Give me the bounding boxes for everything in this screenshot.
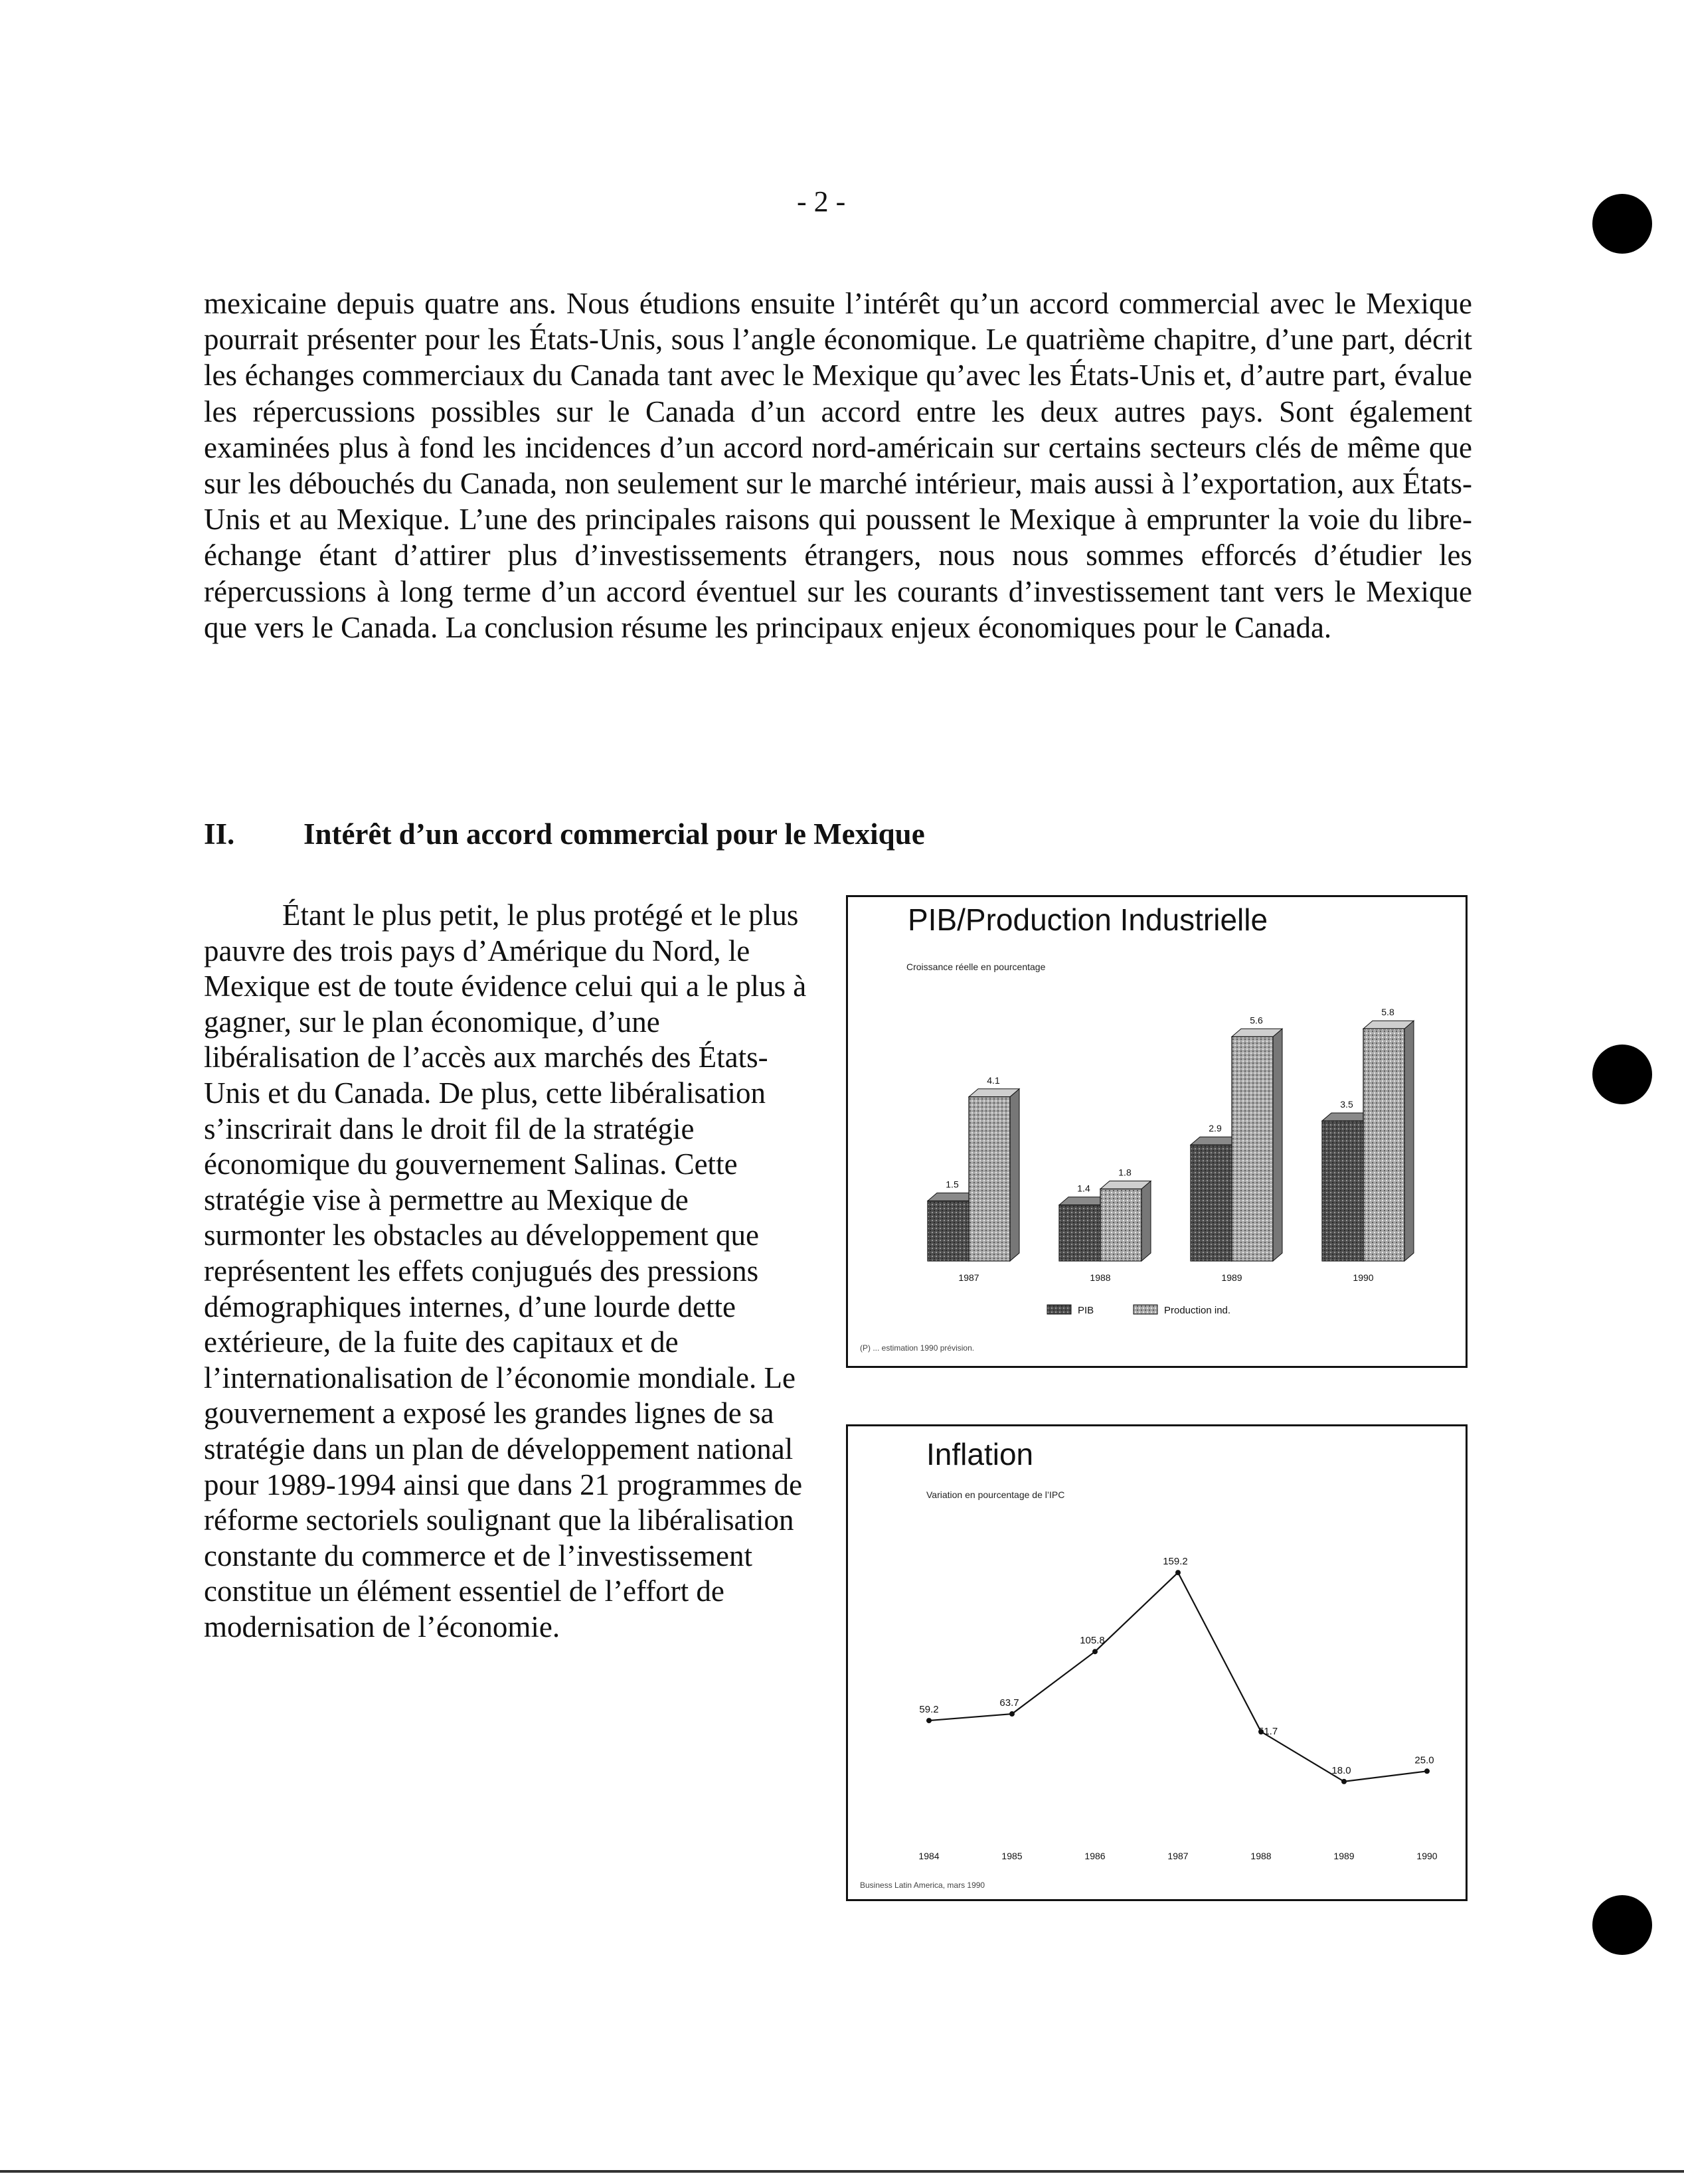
bar-data-label: 5.6 [1250, 1015, 1263, 1026]
section-paragraph-text: Étant le plus petit, le plus protégé et le plus pauvre des trois pays d’Amérique du Nord, le Mexique est de toute évidence celui qui a le plus à gagner, sur le plan économique, d’une libéralisation de l’accès aux marchés des États-Unis et du Canada. De plus, cette libéralisation s’inscrirait dans le droit fil de la stratégie économique du gouvernement Salinas. Cette stratégie vise à permettre au Mexique de surmonter les obstacles au développement que représentent les effets conjugués des pressions démographiques internes, d’une lourde dette extérieure, de la fuite des capitaux et de l’internationalisation de l’économie mondiale. Le gouvernement a exposé les grandes lignes de sa stratégie dans un plan de développement national pour 1989-1994 ainsi que dans 21 programmes de réforme sectoriels soulignant que la libéralisation constante du commerce et de l’investissement constitue un élément essentiel de l’effort de modernisation de l’économie. [204, 898, 807, 1643]
data-point [1009, 1711, 1015, 1717]
legend-label-pib: PIB [1078, 1305, 1094, 1316]
bar-data-label: 2.9 [1209, 1123, 1222, 1134]
bar-data-label: 5.8 [1381, 1007, 1394, 1018]
chart2-title: Inflation [926, 1437, 1034, 1471]
data-point [926, 1718, 932, 1723]
bar-data-label: 1.5 [946, 1179, 959, 1190]
point-data-label: 25.0 [1414, 1754, 1434, 1766]
chart2-footnote: Business Latin America, mars 1990 [860, 1881, 985, 1890]
chart1-subtitle: Croissance réelle en pourcentage [906, 962, 1046, 972]
bar [1100, 1189, 1141, 1261]
data-point [1175, 1570, 1181, 1575]
bar [1191, 1145, 1232, 1261]
section-number: II. [204, 817, 235, 851]
data-point [1424, 1768, 1430, 1774]
chart1-legend [1047, 1305, 1230, 1316]
year-tick-label: 1989 [1333, 1851, 1355, 1861]
category-tick-label: 1988 [1090, 1272, 1111, 1283]
legend-swatch-production [1134, 1305, 1157, 1314]
bar-top [1100, 1181, 1151, 1189]
section-title: Intérêt d’un accord commercial pour le Mexique [303, 817, 925, 851]
bar-side [1404, 1021, 1414, 1261]
inflation-chart [846, 1424, 1468, 1901]
category-tick-label: 1990 [1353, 1272, 1374, 1283]
bar-top [1363, 1021, 1414, 1029]
year-tick-label: 1990 [1416, 1851, 1438, 1861]
bar-data-label: 1.4 [1077, 1183, 1090, 1194]
bar-side [1010, 1089, 1019, 1261]
year-tick-label: 1984 [918, 1851, 940, 1861]
bar [1363, 1029, 1404, 1261]
punch-hole-top [1592, 194, 1652, 254]
punch-hole-middle [1592, 1045, 1652, 1104]
inflation-chart-svg [848, 1426, 1466, 1899]
point-data-label: 59.2 [919, 1704, 939, 1716]
bar [969, 1097, 1010, 1261]
section-paragraph [204, 898, 815, 1645]
category-tick-label: 1987 [958, 1272, 979, 1283]
bar [928, 1201, 969, 1261]
gdp-industrial-chart-svg [848, 897, 1466, 1366]
bar [1232, 1037, 1273, 1261]
section-heading [204, 817, 1134, 851]
point-data-label: 159.2 [1163, 1556, 1188, 1568]
page-number: - 2 - [797, 185, 846, 218]
data-point [1341, 1779, 1347, 1784]
intro-paragraph: mexicaine depuis quatre ans. Nous étudions ensuite l’intérêt qu’un accord commercial avec le Mexique pourrait présenter pour les États-Unis, sous l’angle économique. Le quatrième chapitre, d’une part, décrit les échanges commerciaux du Canada tant avec le Mexique qu’avec les États-Unis et, d’autre part, évalue les répercussions possibles sur le Canada d’un accord entre les deux autres pays. Sont également examinées plus à fond les incidences d’un accord nord-américain sur certains secteurs clés de même que sur les débouchés du Canada, non seulement sur le marché intérieur, mais aussi à l’exportation, aux États-Unis et au Mexique. L’une des principales raisons qui poussent le Mexique à emprunter la voie du libre-échange étant d’attirer plus d’investissements étrangers, nous nous sommes efforcés d’étudier les répercussions à long terme d’un accord éventuel sur les courants d’investissement tant vers le Mexique que vers le Canada. La conclusion résume les principaux enjeux économiques pour le Canada. [204, 287, 1472, 644]
bar-data-label: 3.5 [1340, 1098, 1353, 1110]
year-tick-label: 1988 [1250, 1851, 1272, 1861]
point-data-label: 63.7 [999, 1697, 1019, 1709]
bottom-rule [0, 2170, 1684, 2173]
year-tick-label: 1985 [1001, 1851, 1023, 1861]
legend-label-production: Production ind. [1164, 1305, 1231, 1316]
chart2-subtitle: Variation en pourcentage de l’IPC [926, 1489, 1065, 1500]
bar [1322, 1121, 1363, 1261]
chart1-footnote: (P) ... estimation 1990 prévision. [860, 1343, 975, 1353]
point-data-label: 105.8 [1080, 1635, 1105, 1647]
bar-top [1232, 1029, 1282, 1037]
point-data-label: 18.0 [1331, 1764, 1351, 1776]
year-tick-label: 1987 [1167, 1851, 1189, 1861]
data-point [1092, 1649, 1098, 1654]
chart1-title: PIB/Production Industrielle [908, 902, 1268, 937]
year-tick-label: 1986 [1084, 1851, 1106, 1861]
category-tick-label: 1989 [1221, 1272, 1242, 1283]
bar-top [969, 1089, 1019, 1097]
point-data-label: 51.7 [1258, 1725, 1278, 1737]
bar-data-label: 1.8 [1118, 1167, 1132, 1178]
bar-side [1273, 1029, 1282, 1261]
inflation-line [929, 1572, 1427, 1782]
bar-side [1141, 1181, 1151, 1261]
legend-swatch-pib [1047, 1305, 1071, 1314]
bar-data-label: 4.1 [987, 1074, 1000, 1086]
punch-hole-bottom [1592, 1895, 1652, 1955]
gdp-industrial-chart [846, 895, 1468, 1368]
bar [1059, 1205, 1100, 1261]
